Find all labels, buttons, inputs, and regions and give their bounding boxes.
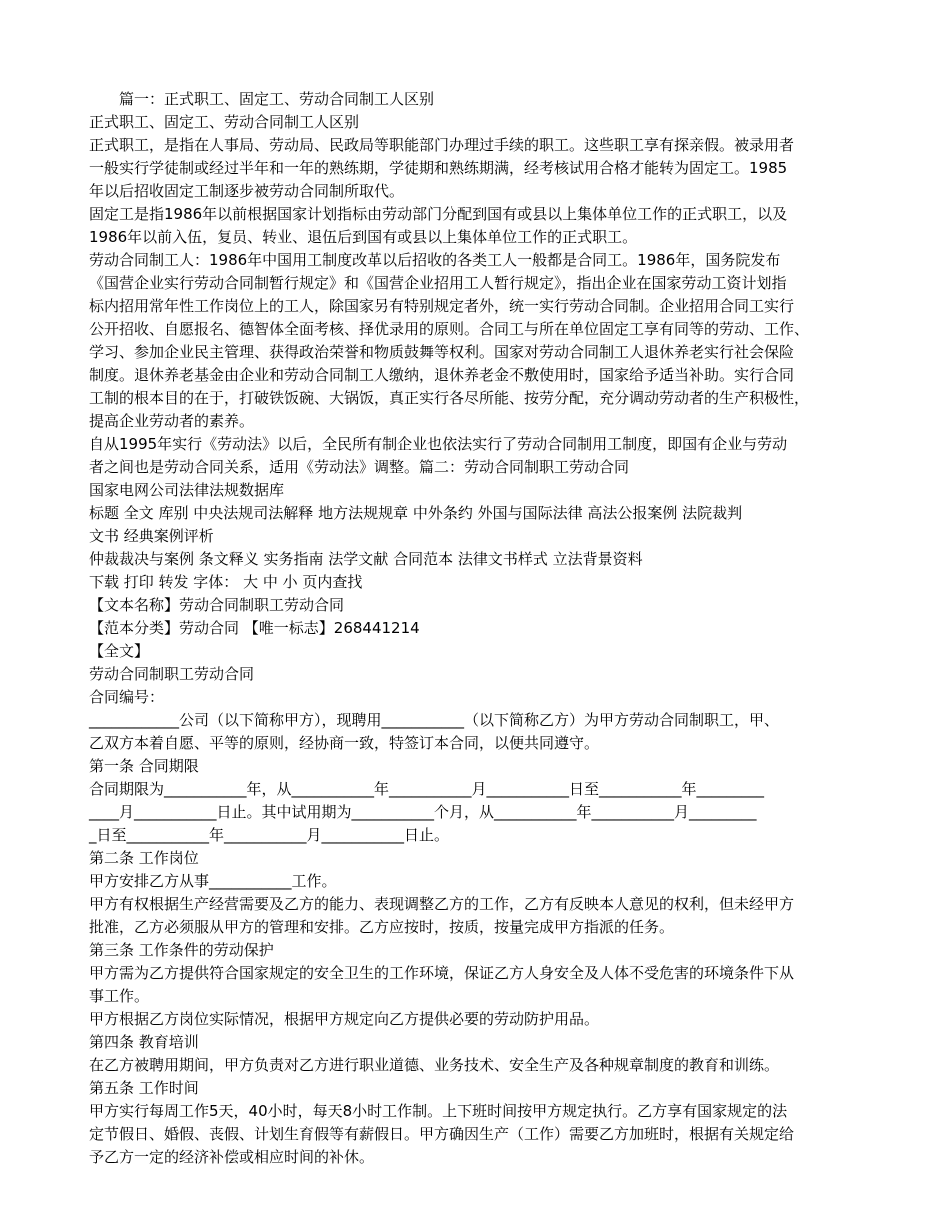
text-line: 标内招用常年性工作岗位上的工人，除国家另有特别规定者外，统一实行劳动合同制。企业招用合同工实行	[89, 297, 795, 315]
text-line: 合同期限为___________年，从___________年___________月___________日至___________年_________	[89, 780, 765, 798]
text-line: 合同编号：	[89, 688, 165, 706]
text-line: 仲裁裁决与案例 条文释义 实务指南 法学文献 合同范本 法律文书样式 立法背景资料	[89, 550, 643, 568]
text-line: 者之间也是劳动合同关系，适用《劳动法》调整。篇二：劳动合同制职工劳动合同	[89, 458, 630, 476]
text-line: 甲方有权根据生产经营需要及乙方的能力、表现调整乙方的工作，乙方有反映本人意见的权利，但未经甲方	[89, 895, 795, 913]
text-line: 第一条 合同期限	[89, 757, 199, 775]
text-line: 批准，乙方必须服从甲方的管理和安排。乙方应按时，按质，按量完成甲方指派的任务。	[89, 918, 675, 936]
text-line: 第五条 工作时间	[89, 1079, 199, 1097]
text-line: 1986年以前入伍，复员、转业、退伍后到国有或县以上集体单位工作的正式职工。	[89, 228, 638, 246]
text-line: 乙双方本着自愿、平等的原则，经协商一致，特签订本合同，以便共同遵守。	[89, 734, 600, 752]
text-line: ____月___________日止。其中试用期为___________个月，从___________年___________月_________	[89, 803, 757, 821]
text-line: 文书 经典案例评析	[89, 527, 214, 545]
text-line: 一般实行学徒制或经过半年和一年的熟练期，学徒期和熟练期满，经考核试用合格才能转为固定工。1985	[89, 159, 788, 177]
text-line: 下载 打印 转发 字体： 大 中 小 页内查找	[89, 573, 363, 591]
text-line: 第四条 教育培训	[89, 1033, 199, 1051]
text-line: 自从1995年实行《劳动法》以后，全民所有制企业也依法实行了劳动合同制用工制度，即国有企业与劳动	[89, 435, 788, 453]
text-line: 劳动合同制工人：1986年中国用工制度改革以后招收的各类工人一般都是合同工。1986年，国务院发布	[89, 251, 781, 269]
text-line: 国家电网公司法律法规数据库	[89, 481, 285, 499]
text-line: 公开招收、自愿报名、德智体全面考核、择优录用的原则。合同工与所在单位固定工享有同等的劳动、工作、	[89, 320, 810, 338]
text-line: 甲方需为乙方提供符合国家规定的安全卫生的工作环境，保证乙方人身安全及人体不受危害的环境条件下从	[89, 964, 795, 982]
text-line: 正式职工，是指在人事局、劳动局、民政局等职能部门办理过手续的职工。这些职工享有探亲假。被录用者	[89, 136, 795, 154]
text-line: 予乙方一定的经济补偿或相应时间的补休。	[89, 1148, 375, 1166]
text-line: 正式职工、固定工、劳动合同制工人区别	[89, 113, 360, 131]
text-line: 【全文】	[89, 642, 150, 660]
text-line: 事工作。	[89, 987, 150, 1005]
text-line: 提高企业劳动者的素养。	[89, 412, 255, 430]
text-line: 工制的根本目的在于，打破铁饭碗、大锅饭，真正实行各尽所能、按劳分配，充分调动劳动者的生产积极性，	[89, 389, 810, 407]
text-line: _日至___________年___________月___________日止。	[89, 826, 450, 844]
text-line: 篇一：正式职工、固定工、劳动合同制工人区别	[89, 90, 435, 108]
text-line: ____________公司（以下简称甲方），现聘用___________（以下简称乙方）为甲方劳动合同制职工，甲、	[89, 711, 780, 729]
text-line: 甲方安排乙方从事___________工作。	[89, 872, 337, 890]
text-line: 制度。退休养老基金由企业和劳动合同制工人缴纳，退休养老金不敷使用时，国家给予适当补助。实行合同	[89, 366, 795, 384]
text-line: 固定工是指1986年以前根据国家计划指标由劳动部门分配到国有或县以上集体单位工作的正式职工，以及	[89, 205, 788, 223]
text-line: 年以后招收固定工制逐步被劳动合同制所取代。	[89, 182, 405, 200]
text-line: 【文本名称】劳动合同制职工劳动合同	[89, 596, 345, 614]
text-line: 甲方根据乙方岗位实际情况，根据甲方规定向乙方提供必要的劳动防护用品。	[89, 1010, 600, 1028]
text-line: 第三条 工作条件的劳动保护	[89, 941, 274, 959]
text-line: 在乙方被聘用期间，甲方负责对乙方进行职业道德、业务技术、安全生产及各种规章制度的教育和训练。	[89, 1056, 780, 1074]
text-line: 学习、参加企业民主管理、获得政治荣誉和物质鼓舞等权利。国家对劳动合同制工人退休养老实行社会保险	[89, 343, 795, 361]
text-line: 劳动合同制职工劳动合同	[89, 665, 255, 683]
text-line: 【范本分类】劳动合同 【唯一标志】268441214	[89, 619, 420, 637]
text-line: 标题 全文 库别 中央法规司法解释 地方法规规章 中外条约 外国与国际法律 高法公报案例 法院裁判	[89, 504, 743, 522]
text-line: 定节假日、婚假、丧假、计划生育假等有薪假日。甲方确因生产（工作）需要乙方加班时，根据有关规定给	[89, 1125, 795, 1143]
text-line: 第二条 工作岗位	[89, 849, 199, 867]
text-line: 甲方实行每周工作5天，40小时，每天8小时工作制。上下班时间按甲方规定执行。乙方享有国家规定的法	[89, 1102, 788, 1120]
text-line: 《国营企业实行劳动合同制暂行规定》和《国营企业招用工人暂行规定》，指出企业在国家劳动工资计划指	[89, 274, 787, 292]
